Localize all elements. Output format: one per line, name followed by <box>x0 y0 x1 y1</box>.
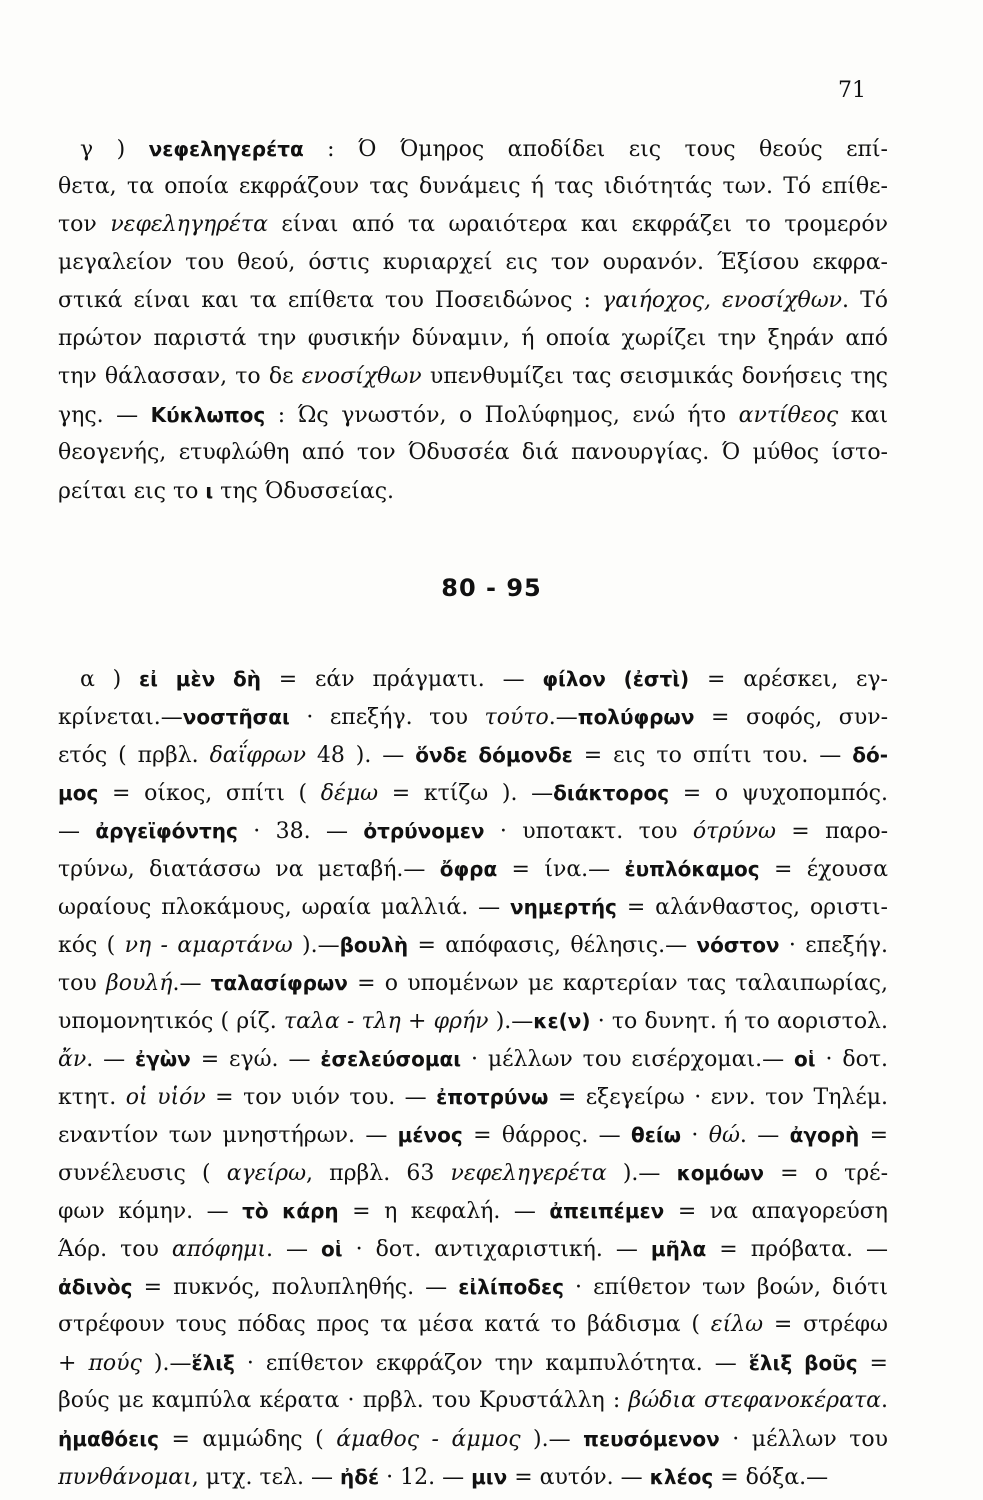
text-run: την θάλασσαν, το δε <box>58 364 302 389</box>
text-run: κός ( <box>58 933 125 958</box>
text-run: = έχουσα <box>759 857 888 882</box>
text-run: = αυτόν. — <box>507 1465 650 1490</box>
text-line <box>58 850 888 888</box>
text-line <box>58 1078 888 1116</box>
lemma-term: ὄφρα <box>439 857 498 881</box>
lemma-term: ὅνδε δόμονδε <box>415 743 573 767</box>
lemma-term: νεφεληγερέτα <box>148 137 304 161</box>
italic-term: ενοσίχθων <box>301 364 422 389</box>
lemma-term: πευσόμενον <box>583 1427 720 1451</box>
text-run: = δόξα.— <box>713 1465 829 1490</box>
text-run: ετός ( πρβλ. <box>58 743 210 768</box>
lemma-term: κομόων <box>676 1161 764 1185</box>
text-run: ).— <box>488 1009 534 1034</box>
text-run: = απόφασις, θέλησις.— <box>408 933 697 958</box>
text-line <box>58 1192 888 1230</box>
text-run: φων κόμην. — <box>58 1199 243 1224</box>
lemma-term: κλέος <box>649 1465 714 1489</box>
text-run: = ο τρέ- <box>763 1161 888 1186</box>
lemma-term: εἰ μὲν δὴ <box>139 667 261 691</box>
text-run: = πυκνός, πολυπληθής. — <box>132 1275 459 1300</box>
text-line <box>58 206 888 244</box>
lemma-term: διάκτορος <box>553 781 670 805</box>
italic-term: ἄν <box>58 1047 87 1072</box>
text-run: = πρόβατα. — <box>706 1237 888 1262</box>
text-run: = να απαγορεύση <box>664 1199 888 1224</box>
text-run: = στρέφω <box>763 1312 888 1337</box>
text-run: Άόρ. του <box>58 1237 172 1262</box>
text-run: · <box>681 1123 709 1148</box>
page-number: 71 <box>838 78 866 103</box>
text-line <box>58 320 888 358</box>
lemma-term: ἀπειπέμεν <box>549 1199 665 1223</box>
lemma-term: μῆλα <box>650 1237 707 1261</box>
lemma-term: ἀργεϊφόντης <box>95 819 238 843</box>
italic-term: γαιήοχος, ενοσίχθων <box>602 288 843 313</box>
lemma-term: ἕλιξ βοῦς <box>748 1351 858 1375</box>
italic-term: νεφεληγερέτα <box>450 1161 607 1186</box>
text-run: στρέφουν τους πόδας προς τα μέσα κατά το βάδισμα ( <box>58 1312 711 1337</box>
text-run: = ο υπομένων με καρτερίαν τας ταλαιπωρίας, <box>347 971 888 996</box>
text-run: = ίνα.— <box>497 857 625 882</box>
text-run: ).— <box>292 933 340 958</box>
text-line <box>58 1382 888 1420</box>
text-run: = εγώ. — <box>190 1047 321 1072</box>
text-run: · επεξήγ. του <box>289 705 485 730</box>
text-run: εναντίον των μνηστήρων. — <box>58 1123 398 1148</box>
text-run: = σοφός, συν- <box>694 705 888 730</box>
text-run: = οίκος, σπίτι ( <box>98 781 321 806</box>
lemma-term: ὀτρύνομεν <box>363 819 485 843</box>
text-run: , πρβλ. 63 <box>306 1161 451 1186</box>
lemma-term: ἐγὼν <box>135 1047 191 1071</box>
text-run: = αρέσκει, εγ- <box>689 667 888 692</box>
text-line <box>58 1458 888 1496</box>
lemma-term: ταλασίφρων <box>210 971 348 995</box>
text-line <box>58 888 888 926</box>
text-run: · μέλλων του <box>719 1427 888 1452</box>
text-run: κτητ. <box>58 1085 126 1110</box>
text-run: στικά είναι και τα επίθετα του Ποσειδώνος : <box>58 288 603 313</box>
text-run: = τον υιόν του. — <box>205 1085 437 1110</box>
text-run: = παρο- <box>775 819 888 844</box>
italic-term: νη - αμαρτάνω <box>124 933 293 958</box>
lemma-term: δό- <box>852 743 888 767</box>
italic-term: αντίθεος <box>738 403 839 428</box>
text-run: , μτχ. τελ. — <box>191 1465 340 1490</box>
text-run: · 12. — <box>379 1465 472 1490</box>
text-run: κρίνεται.— <box>58 705 183 730</box>
text-run: α ) <box>80 667 140 692</box>
italic-term: θώ <box>708 1123 740 1148</box>
lemma-term: θείω <box>631 1123 682 1147</box>
section-heading: 80 - 95 <box>441 574 542 602</box>
lemma-term: πολύφρων <box>577 705 695 729</box>
italic-term: δέμω <box>320 781 379 806</box>
text-run: τον <box>58 212 111 237</box>
text-run: = <box>857 1351 888 1376</box>
italic-term: οἱ υἱόν <box>125 1085 206 1110</box>
text-run: υπενθυμίζει τας σεισμικάς δονήσεις της <box>421 364 888 389</box>
text-run: είναι από τα ωραιότερα και εκφράζει το τρομερόν <box>267 212 888 237</box>
text-line <box>58 1420 888 1458</box>
text-line <box>58 282 888 320</box>
text-line <box>58 434 888 472</box>
lemma-term: ἀγορὴ <box>789 1123 860 1147</box>
text-line <box>58 1306 888 1344</box>
lemma-term: νόστον <box>696 933 780 957</box>
text-line <box>58 1230 888 1268</box>
commentary-paragraph-alpha <box>58 660 888 1496</box>
text-run: υπομονητικός ( ρίζ. <box>58 1009 284 1034</box>
text-run: ρείται εις το <box>58 479 206 504</box>
lemma-term: ι <box>205 479 214 503</box>
text-run: θετα, τα οποία εκφράζουν τας δυνάμεις ή τας ιδιότητάς των. Τό επίθε- <box>58 174 888 199</box>
commentary-paragraph-gamma <box>58 130 888 510</box>
text-run: . — <box>86 1047 136 1072</box>
text-line <box>58 472 888 510</box>
lemma-term: νοστῆσαι <box>182 705 290 729</box>
lemma-term: μος <box>58 781 99 805</box>
text-run: : Ώς γνωστόν, ο Πολύφημος, ενώ ήτο <box>265 403 739 428</box>
text-line <box>58 396 888 434</box>
italic-term: αγείρω <box>226 1161 307 1186</box>
lemma-term: μιν <box>471 1465 508 1489</box>
text-run: · επεξήγ. <box>779 933 888 958</box>
text-line <box>58 926 888 964</box>
italic-term: ταλα - τλη + φρήν <box>283 1009 489 1034</box>
lemma-term: βουλὴ <box>339 933 409 957</box>
text-run: .— <box>548 705 578 730</box>
text-run: · υποτακτ. του <box>484 819 693 844</box>
italic-term: απόφημι <box>171 1237 266 1262</box>
lemma-term: οἱ <box>794 1047 816 1071</box>
text-run: ωραίους πλοκάμους, ωραία μαλλιά. — <box>58 895 511 920</box>
text-run: του <box>58 971 106 996</box>
text-run: μεγαλείον του θεού, όστις κυριαρχεί εις τον ουρανόν. Έξίσου εκφρα- <box>58 250 888 275</box>
lemma-term: νημερτής <box>510 895 617 919</box>
lemma-term: φίλον (ἐστὶ) <box>542 667 690 691</box>
text-line <box>58 168 888 206</box>
text-line <box>58 1002 888 1040</box>
lemma-term: μένος <box>397 1123 463 1147</box>
text-line <box>58 774 888 812</box>
lemma-term: Κύκλωπος <box>150 403 266 427</box>
lemma-term: ἕλιξ <box>191 1351 235 1375</box>
text-run: ).— <box>606 1161 677 1186</box>
text-line <box>58 698 888 736</box>
italic-term: νεφεληγηρέτα <box>110 212 268 237</box>
italic-term: πυνθάνομαι <box>58 1465 192 1490</box>
text-run: πρώτον παριστά την φυσικήν δύναμιν, ή οποία χωρίζει την ξηράν από <box>58 326 888 351</box>
italic-term: είλω <box>710 1312 764 1337</box>
text-run: = η κεφαλή. — <box>338 1199 550 1224</box>
text-line <box>58 1268 888 1306</box>
text-run: · δοτ. αντιχαριστική. — <box>342 1237 651 1262</box>
italic-term: δαΐφρων <box>209 743 306 768</box>
text-run: της Όδυσσείας. <box>213 479 395 504</box>
lemma-term: κε(ν) <box>533 1009 591 1033</box>
text-run: .— <box>172 971 211 996</box>
text-run: = εξεγείρω · ενν. τον Τηλέμ. <box>548 1085 888 1110</box>
text-line <box>58 130 888 168</box>
lemma-term: ἀδινὸς <box>58 1275 133 1299</box>
text-run: : Ό Όμηρος αποδίδει εις τους θεούς επί- <box>303 137 888 162</box>
text-line <box>58 358 888 396</box>
italic-term: βώδια στεφανοκέρατα <box>628 1388 881 1413</box>
lemma-term: ἐποτρύνω <box>436 1085 549 1109</box>
italic-term: άμαθος - άμμος <box>336 1427 521 1452</box>
text-run: · επίθετον εκφράζον την καμπυλότητα. — <box>234 1351 749 1376</box>
text-run: = αλάνθαστος, οριστι- <box>616 895 888 920</box>
text-line <box>58 736 888 774</box>
text-run: · 38. — <box>237 819 364 844</box>
text-run: = αμμώδης ( <box>158 1427 337 1452</box>
text-run: και <box>838 403 888 428</box>
text-run: · επίθετον των βοών, διότι <box>563 1275 888 1300</box>
text-run: = θάρρος. — <box>462 1123 632 1148</box>
lemma-term: οἱ <box>321 1237 343 1261</box>
text-line <box>58 1040 888 1078</box>
text-line <box>58 1116 888 1154</box>
text-run: γ ) <box>80 137 149 162</box>
italic-term: ότρύνω <box>692 819 776 844</box>
text-line <box>58 1154 888 1192</box>
text-run: γης. — <box>58 403 151 428</box>
text-run: 48 ). — <box>305 743 416 768</box>
text-run: — <box>58 819 96 844</box>
text-line <box>58 244 888 282</box>
text-run: συνέλευσις ( <box>58 1161 227 1186</box>
text-run: θεογενής, ετυφλώθη από τον Όδυσσέα διά πανουργίας. Ό μύθος ίστο- <box>58 440 888 465</box>
text-run: = εάν πράγματι. — <box>260 667 543 692</box>
text-run: . — <box>265 1237 322 1262</box>
text-run: = ο ψυχοπομπός. <box>669 781 888 806</box>
text-line <box>58 812 888 850</box>
text-run: = <box>859 1123 888 1148</box>
text-run: . — <box>739 1123 790 1148</box>
text-run: · μέλλων του εισέρχομαι.— <box>461 1047 794 1072</box>
text-run: + <box>58 1351 89 1376</box>
text-line <box>58 964 888 1002</box>
lemma-term: ἐυπλόκαμος <box>624 857 760 881</box>
text-run: ).— <box>520 1427 584 1452</box>
italic-term: πούς <box>88 1351 142 1376</box>
text-line <box>58 1344 888 1382</box>
text-run: βούς με καμπύλα κέρατα · πρβλ. του Κρυστάλλη : <box>58 1388 629 1413</box>
text-run: ).— <box>141 1351 192 1376</box>
lemma-term: εἰλίποδες <box>458 1275 564 1299</box>
text-line <box>58 660 888 698</box>
lemma-term: ἠδέ <box>339 1465 380 1489</box>
text-run: = εις το σπίτι του. — <box>572 743 853 768</box>
italic-term: βουλή <box>106 971 173 996</box>
text-run: = κτίζω ). — <box>378 781 554 806</box>
text-run: · το δυνητ. ή το αοριστολ. <box>590 1009 888 1034</box>
lemma-term: ἐσελεύσομαι <box>320 1047 462 1071</box>
text-run: τρύνω, διατάσσω να μεταβή.— <box>58 857 440 882</box>
text-run: · δοτ. <box>815 1047 888 1072</box>
lemma-term: ἠμαθόεις <box>58 1427 159 1451</box>
text-run: . <box>880 1388 888 1413</box>
text-run: . Τό <box>842 288 888 313</box>
italic-term: τούτο <box>484 705 549 730</box>
lemma-term: τὸ κάρη <box>242 1199 339 1223</box>
